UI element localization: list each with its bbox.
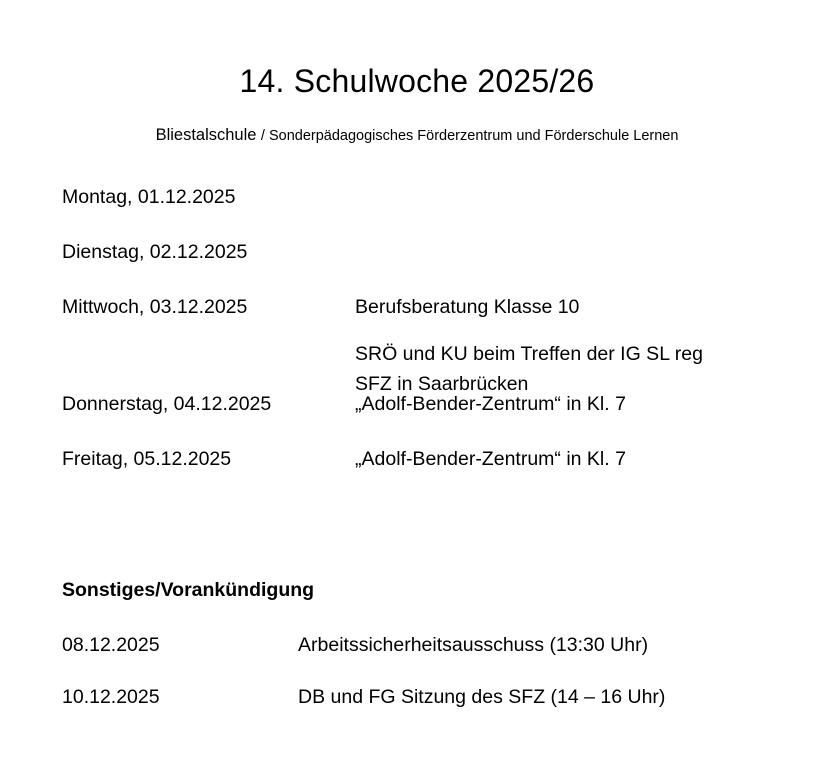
week-schedule-table (62, 188, 802, 505)
announcement-date: 08.12.2025 (62, 633, 160, 656)
table-row (62, 636, 802, 689)
day-events (355, 392, 802, 450)
school-name: Bliestalschule (155, 126, 257, 145)
table-row (62, 243, 802, 298)
announcement-text: Arbeitssicherheitsausschuss (13:30 Uhr) (298, 633, 649, 656)
table-row (62, 188, 802, 243)
event-text: SRÖ und KU beim Treffen der IG SL reg (355, 342, 703, 365)
day-label: Donnerstag, 04.12.2025 (62, 392, 272, 415)
event-text: „Adolf-Bender-Zentrum“ in Kl. 7 (355, 392, 626, 415)
day-events (355, 298, 802, 395)
day-events (355, 243, 802, 298)
event-text: Berufsberatung Klasse 10 (355, 296, 580, 319)
table-row (62, 298, 802, 395)
announcement-text: DB und FG Sitzung des SFZ (14 – 16 Uhr) (298, 686, 666, 709)
page-title: 14. Schulwoche 2025/26 (239, 63, 595, 99)
day-events (355, 447, 802, 505)
section-heading-misc: Sonstiges/Vorankündigung (62, 578, 315, 601)
day-label: Mittwoch, 03.12.2025 (62, 296, 248, 319)
table-row (62, 450, 802, 505)
misc-announcements-table (62, 633, 802, 741)
day-label: Montag, 01.12.2025 (62, 186, 236, 209)
table-row (62, 688, 802, 741)
event-text: SFZ in Saarbrücken (355, 373, 529, 396)
school-description: / Sonderpädagogisches Förderzentrum und Förderschule Lernen (260, 128, 679, 145)
day-label: Freitag, 05.12.2025 (62, 447, 232, 470)
day-label: Dienstag, 02.12.2025 (62, 241, 248, 264)
event-text: „Adolf-Bender-Zentrum“ in Kl. 7 (355, 447, 626, 470)
announcement-date: 10.12.2025 (62, 686, 160, 709)
page-subtitle (0, 100, 834, 146)
day-events (355, 188, 802, 243)
table-row (62, 395, 802, 450)
